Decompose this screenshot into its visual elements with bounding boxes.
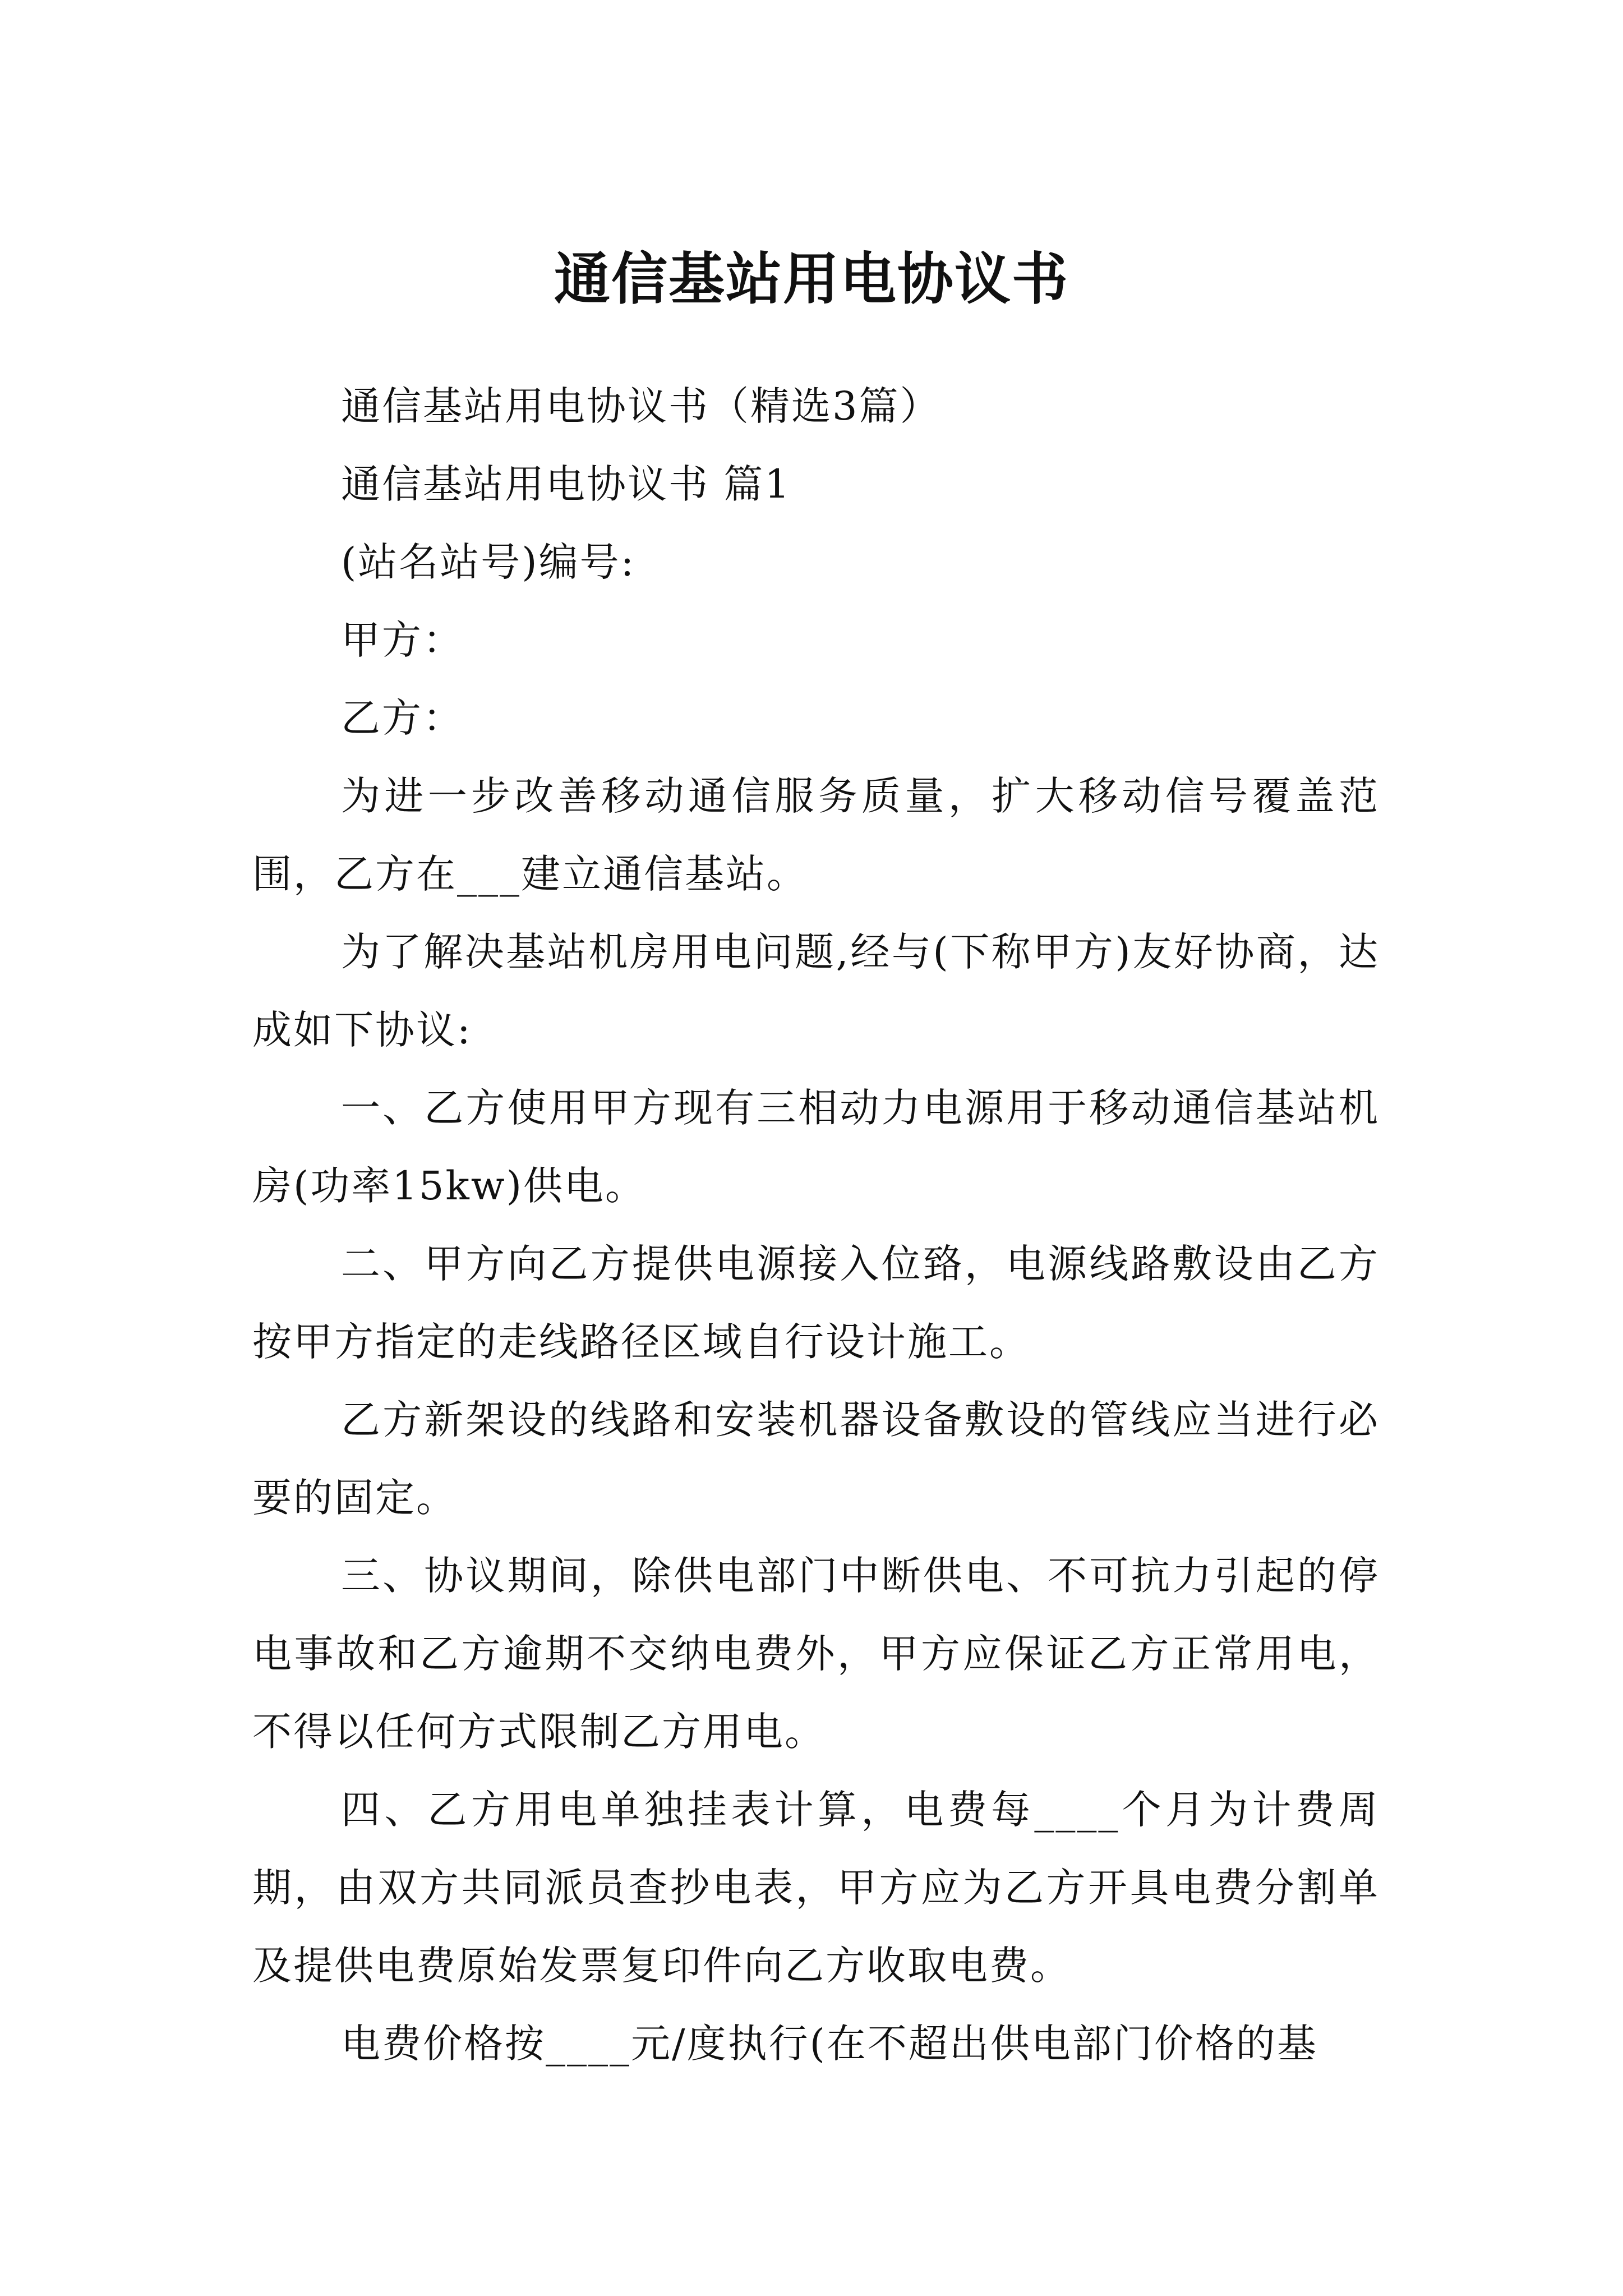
paragraph-party-b: 乙方： [341,695,464,741]
document-body [252,367,1380,2083]
paragraph-price: 电费价格按____元/度执行(在不超出供电部门价格的基 [341,2021,1318,2067]
document-title: 通信基站用电协议书 [554,246,1069,312]
paragraph-clause-2-note: 乙方新架设的线路和安装机器设备敷设的管线应当进行必要的固定。 [252,1397,1380,1521]
paragraph-collection-title: 通信基站用电协议书（精选3篇） [341,383,941,429]
paragraph-clause-4: 四、乙方用电单独挂表计算，电费每____个月为计费周期，由双方共同派员查抄电表，甲方应为乙方开具电费分割单及提供电费原始发票复印件向乙方收取电费。 [252,1787,1380,1989]
paragraph-agreement-intro: 为了解决基站机房用电问题,经与(下称甲方)友好协商，达成如下协议: [252,929,1380,1053]
paragraph-clause-1: 一、乙方使用甲方现有三相动力电源用于移动通信基站机房(功率15kw)供电。 [252,1085,1380,1209]
paragraph-article-heading: 通信基站用电协议书 篇1 [341,461,791,507]
paragraph-purpose: 为进一步改善移动通信服务质量，扩大移动信号覆盖范围，乙方在___建立通信基站。 [252,773,1380,897]
paragraph-clause-3: 三、协议期间，除供电部门中断供电、不可抗力引起的停电事故和乙方逾期不交纳电费外，甲方应保证乙方正常用电，不得以任何方式限制乙方用电。 [252,1553,1380,1755]
paragraph-station-number: (站名站号)编号: [341,539,636,585]
paragraph-party-a: 甲方： [341,617,464,663]
paragraph-clause-2: 二、甲方向乙方提供电源接入位臵，电源线路敷设由乙方按甲方指定的走线路径区域自行设计施工。 [252,1241,1380,1365]
